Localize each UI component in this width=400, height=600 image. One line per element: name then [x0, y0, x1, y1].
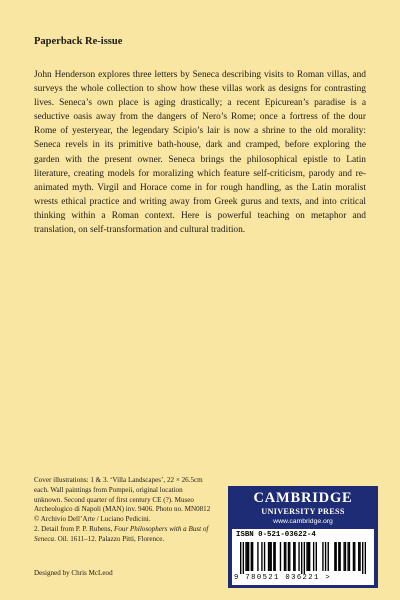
barcode-bar	[294, 542, 295, 571]
barcode-bar	[274, 542, 275, 571]
credit-item-2-prefix: 2. Detail from P. P. Rubens,	[34, 524, 115, 533]
barcode-bar	[359, 542, 360, 571]
publisher-block	[228, 486, 378, 588]
barcode-panel	[232, 529, 374, 585]
barcode-bar	[345, 542, 346, 571]
barcode-bar	[268, 542, 269, 571]
barcode-bar	[316, 542, 317, 571]
barcode-bar	[309, 542, 310, 571]
barcode-bar	[252, 542, 253, 571]
barcode-digits: 9 780521 036221 >	[234, 574, 332, 582]
designer-credit: Designed by Chris McLeod	[34, 569, 113, 577]
publisher-name: CAMBRIDGE	[253, 490, 353, 506]
barcode-bar	[251, 542, 252, 571]
barcode-bar	[322, 542, 323, 571]
barcode-bar	[273, 542, 274, 571]
barcode-bar	[358, 542, 359, 571]
barcode-bar	[328, 542, 329, 571]
barcode-bar	[339, 542, 340, 571]
barcode-bar	[261, 542, 262, 571]
barcode-bar	[257, 542, 258, 571]
barcode-bar	[264, 542, 265, 571]
barcode-bar	[347, 542, 348, 571]
barcode-bar	[306, 542, 307, 571]
painting-title: Four Philosophers with a Bust of Seneca	[34, 524, 209, 543]
barcode-bar	[335, 542, 336, 571]
credit-item-1: Cover illustrations: 1 & 3. ‘Villa Landscapes’, 22 × 26.5cm each. Wall paintings from Pompeii, original location unknown. Second quarter of first century CE (?). Museo Archeologico di Napoli (MAN) inv. 9406. Photo no. MN0812 © Archivio Dell’Arte / Luciano Pedicini.	[34, 476, 211, 524]
barcode-bar	[304, 542, 305, 574]
barcode-bar	[269, 542, 270, 571]
barcode-bar	[280, 542, 281, 571]
barcode-bar	[353, 542, 354, 571]
barcode-bar	[349, 542, 350, 571]
book-blurb: John Henderson explores three letters by Seneca describing visits to Roman villas, and surveys the whole collection to show how these villas work as designs for contrasting lives. Seneca’s own place is aging drastically; a recent Epicurean’s paradise is a seductive oasis away from the dangers of Nero’s Rome; once a fortress of the dour Rome of yesteryear, the legendary Scipio’s lair is now a shrine to the old morality: Seneca revels in its primitive bath-house, dark and cramped, before exploring the garden with the present owner. Seneca brings the philosophical epistle to Latin literature, creating models for moralizing which feature self-criticism, parody and re-animated myth. Virgil and Horace come in for rough handling, as the Latin moralist wrests ethical practice and writing away from Greek gurus and texts, and into critical thinking within a Roman context. Here is powerful teaching on metaphor and translation, on self-transformation and cultural tradition.	[34, 70, 366, 236]
publisher-subname: UNIVERSITY PRESS	[261, 507, 345, 516]
barcode-bar	[334, 542, 335, 571]
barcode-bar	[289, 542, 290, 571]
barcode-bar	[284, 542, 285, 571]
barcode-bar	[293, 542, 294, 571]
reissue-heading: Paperback Re-issue	[34, 36, 123, 47]
barcode-bar	[248, 542, 249, 571]
barcode-bar	[343, 542, 344, 571]
barcode-bar	[338, 542, 339, 571]
barcode-bar	[243, 542, 244, 574]
barcode-bar	[285, 542, 286, 571]
isbn-label: ISBN 0-521-03622-4	[236, 531, 316, 539]
credit-item-2	[34, 525, 212, 545]
barcode-bar	[362, 542, 363, 574]
barcode-bar	[247, 542, 248, 571]
barcode-bar	[354, 542, 355, 571]
barcode-bar	[288, 542, 289, 571]
barcode-bar	[365, 542, 366, 574]
cover-credits	[34, 476, 212, 545]
barcode-bar	[245, 542, 246, 571]
credit-item-2-suffix: . Oil. 1611–12. Palazzo Pitti, Florence.	[54, 534, 165, 543]
barcode-bar	[301, 542, 302, 574]
barcode-bar	[313, 542, 314, 571]
barcode-bar	[298, 542, 299, 571]
publisher-url: www.cambridge.org	[273, 518, 333, 525]
barcode-bar	[308, 542, 309, 571]
barcode-icon	[240, 542, 366, 574]
barcode-bar	[240, 542, 241, 574]
barcode-bar	[271, 542, 272, 571]
barcode-bar	[325, 542, 326, 571]
